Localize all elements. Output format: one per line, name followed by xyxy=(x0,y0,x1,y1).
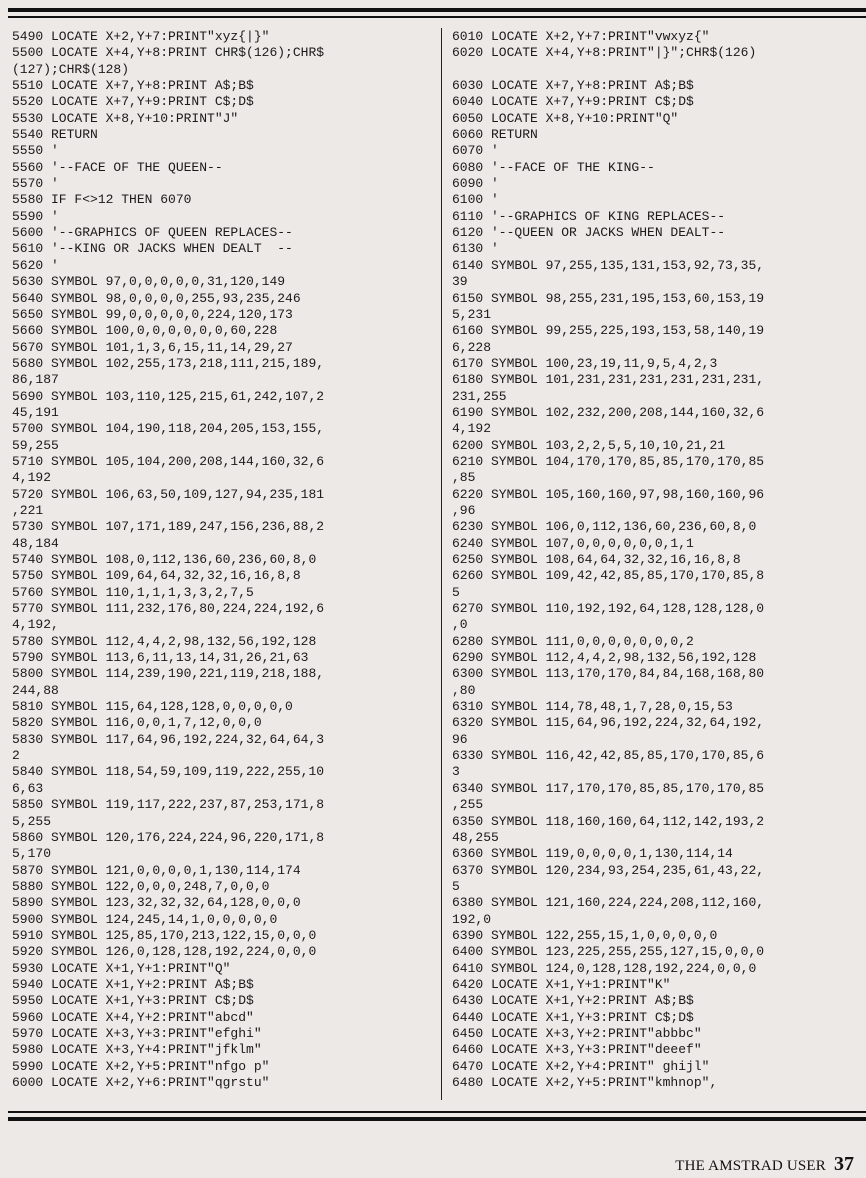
code-line: 5670 SYMBOL 101,1,3,6,15,11,14,29,27 xyxy=(12,339,293,355)
code-line: 5 xyxy=(452,878,460,894)
code-line: 5990 LOCATE X+2,Y+5:PRINT"nfgo p" xyxy=(12,1058,270,1074)
code-line: 6010 LOCATE X+2,Y+7:PRINT"vwxyz{" xyxy=(452,29,710,44)
code-line: 6170 SYMBOL 100,23,19,11,9,5,4,2,3 xyxy=(452,355,718,371)
code-line: 5880 SYMBOL 122,0,0,0,248,7,0,0,0 xyxy=(12,878,270,894)
code-line: 5790 SYMBOL 113,6,11,13,14,31,26,21,63 xyxy=(12,650,309,666)
code-line: ,80 xyxy=(452,682,476,698)
code-line: 5680 SYMBOL 102,255,173,218,111,215,189, xyxy=(12,355,325,371)
code-line: 5770 SYMBOL 111,232,176,80,224,224,192,6 xyxy=(12,601,325,617)
code-line: ,96 xyxy=(452,502,476,518)
code-line: 6380 SYMBOL 121,160,224,224,208,112,160, xyxy=(452,895,765,911)
code-line: 6,228 xyxy=(452,339,492,355)
code-line: 6000 LOCATE X+2,Y+6:PRINT"qgrstu" xyxy=(12,1075,270,1090)
code-line: 2 xyxy=(12,748,20,764)
code-line: 6100 ' xyxy=(452,192,499,208)
code-line: 6400 SYMBOL 123,225,255,255,127,15,0,0,0 xyxy=(452,944,765,960)
code-line: 6050 LOCATE X+8,Y+10:PRINT"Q" xyxy=(452,110,679,126)
code-line: 39 xyxy=(452,274,468,290)
code-line: 6150 SYMBOL 98,255,231,195,153,60,153,19 xyxy=(452,290,765,306)
code-line: 48,255 xyxy=(452,829,499,845)
code-line: 5630 SYMBOL 97,0,0,0,0,0,31,120,149 xyxy=(12,274,286,290)
code-line: 244,88 xyxy=(12,682,59,698)
code-line: 6260 SYMBOL 109,42,42,85,85,170,170,85,8 xyxy=(452,568,765,584)
code-line: 6140 SYMBOL 97,255,135,131,153,92,73,35, xyxy=(452,257,765,273)
code-line: 4,192, xyxy=(12,617,59,633)
code-line: 5570 ' xyxy=(12,176,59,192)
code-line: 6420 LOCATE X+1,Y+1:PRINT"K" xyxy=(452,976,671,992)
code-line: 5980 LOCATE X+3,Y+4:PRINT"jfklm" xyxy=(12,1042,262,1058)
code-line: 59,255 xyxy=(12,437,59,453)
code-line: ,0 xyxy=(452,617,468,633)
code-line: 5960 LOCATE X+4,Y+2:PRINT"abcd" xyxy=(12,1009,254,1025)
code-line: 6470 LOCATE X+2,Y+4:PRINT" ghijl" xyxy=(452,1058,710,1074)
code-line: 6360 SYMBOL 119,0,0,0,0,1,130,114,14 xyxy=(452,846,733,862)
code-line: 4,192 xyxy=(452,421,492,437)
code-line: 6180 SYMBOL 101,231,231,231,231,231,231, xyxy=(452,372,765,388)
code-line xyxy=(452,62,852,78)
code-line: 6240 SYMBOL 107,0,0,0,0,0,0,1,1 xyxy=(452,535,694,551)
code-line: 5740 SYMBOL 108,0,112,136,60,236,60,8,0 xyxy=(12,552,317,567)
code-line: ,255 xyxy=(452,797,484,813)
code-line: 6350 SYMBOL 118,160,160,64,112,142,193,2 xyxy=(452,813,765,829)
code-line: 5950 LOCATE X+1,Y+3:PRINT C$;D$ xyxy=(12,993,254,1009)
code-line: 5780 SYMBOL 112,4,4,2,98,132,56,192,128 xyxy=(12,633,317,649)
code-line: 5800 SYMBOL 114,239,190,221,119,218,188, xyxy=(12,666,325,682)
code-line: 5560 '--FACE OF THE QUEEN-- xyxy=(12,159,223,175)
code-line: 5610 '--KING OR JACKS WHEN DEALT -- xyxy=(12,241,293,257)
code-line: 6210 SYMBOL 104,170,170,85,85,170,170,85 xyxy=(452,453,765,469)
bottom-rule-thin xyxy=(8,1111,866,1113)
code-line: 6220 SYMBOL 105,160,160,97,98,160,160,96 xyxy=(452,486,765,502)
code-line: 5930 LOCATE X+1,Y+1:PRINT"Q" xyxy=(12,960,231,976)
code-line: 5,255 xyxy=(12,813,52,829)
bottom-rule-thick xyxy=(8,1117,866,1121)
code-line: 5750 SYMBOL 109,64,64,32,32,16,16,8,8 xyxy=(12,568,301,584)
code-line: 6020 LOCATE X+4,Y+8:PRINT"|}";CHR$(126) xyxy=(452,45,757,61)
code-line: 6160 SYMBOL 99,255,225,193,153,58,140,19 xyxy=(452,323,765,339)
code-line: 5580 IF F<>12 THEN 6070 xyxy=(12,192,192,208)
code-line: 5620 ' xyxy=(12,257,59,273)
code-line: 5910 SYMBOL 125,85,170,213,122,15,0,0,0 xyxy=(12,927,317,943)
code-line: 6040 LOCATE X+7,Y+9:PRINT C$;D$ xyxy=(452,94,694,110)
code-line: 5940 LOCATE X+1,Y+2:PRINT A$;B$ xyxy=(12,976,254,992)
page-number: 37 xyxy=(834,1153,854,1175)
listing-right-column xyxy=(452,29,852,1091)
code-line: 3 xyxy=(452,764,460,780)
code-line: 5530 LOCATE X+8,Y+10:PRINT"J" xyxy=(12,110,239,126)
code-line: ,85 xyxy=(452,470,476,486)
code-line: 6410 SYMBOL 124,0,128,128,192,224,0,0,0 xyxy=(452,960,757,976)
code-line: 45,191 xyxy=(12,404,59,420)
code-line: 5830 SYMBOL 117,64,96,192,224,32,64,64,3 xyxy=(12,731,325,747)
code-line: 6310 SYMBOL 114,78,48,1,7,28,0,15,53 xyxy=(452,699,733,715)
code-line: 6440 LOCATE X+1,Y+3:PRINT C$;D$ xyxy=(452,1009,694,1025)
code-line: 5850 SYMBOL 119,117,222,237,87,253,171,8 xyxy=(12,797,325,813)
code-line: 5900 SYMBOL 124,245,14,1,0,0,0,0,0 xyxy=(12,911,278,927)
code-line: 6390 SYMBOL 122,255,15,1,0,0,0,0,0 xyxy=(452,927,718,943)
code-line: 6070 ' xyxy=(452,143,499,159)
code-line: 6460 LOCATE X+3,Y+3:PRINT"deeef" xyxy=(452,1042,702,1058)
code-line: 6200 SYMBOL 103,2,2,5,5,10,10,21,21 xyxy=(452,437,726,453)
magazine-title: THE AMSTRAD USER xyxy=(675,1158,826,1174)
code-line: 5540 RETURN xyxy=(12,127,98,143)
code-line: 5840 SYMBOL 118,54,59,109,119,222,255,10 xyxy=(12,764,325,780)
code-line: 231,255 xyxy=(452,388,507,404)
code-line: 6130 ' xyxy=(452,241,499,257)
code-line: 5760 SYMBOL 110,1,1,1,3,3,2,7,5 xyxy=(12,584,254,600)
code-line: 6270 SYMBOL 110,192,192,64,128,128,128,0 xyxy=(452,601,765,617)
code-line: 6300 SYMBOL 113,170,170,84,84,168,168,80 xyxy=(452,666,765,682)
code-line: 5650 SYMBOL 99,0,0,0,0,0,224,120,173 xyxy=(12,306,293,322)
code-line: 192,0 xyxy=(452,911,492,927)
code-line: 5 xyxy=(452,584,460,600)
code-line: 6280 SYMBOL 111,0,0,0,0,0,0,0,2 xyxy=(452,633,694,649)
code-line: 6060 RETURN xyxy=(452,127,538,143)
top-rule-thick xyxy=(8,8,866,12)
code-line: 6110 '--GRAPHICS OF KING REPLACES-- xyxy=(452,208,726,224)
code-line: 48,184 xyxy=(12,535,59,551)
listing-left-column xyxy=(12,29,432,1091)
code-line: 6090 ' xyxy=(452,176,499,192)
code-line: 96 xyxy=(452,731,468,747)
code-line: 4,192 xyxy=(12,470,52,486)
code-line: 6450 LOCATE X+3,Y+2:PRINT"abbbc" xyxy=(452,1025,702,1041)
code-line: (127);CHR$(128) xyxy=(12,61,130,77)
code-line: 5810 SYMBOL 115,64,128,128,0,0,0,0,0 xyxy=(12,699,293,715)
code-line: 6190 SYMBOL 102,232,200,208,144,160,32,6 xyxy=(452,404,765,420)
code-line: 5500 LOCATE X+4,Y+8:PRINT CHR$(126);CHR$ xyxy=(12,45,325,61)
code-line: ,221 xyxy=(12,502,44,518)
code-line: 5600 '--GRAPHICS OF QUEEN REPLACES-- xyxy=(12,225,293,241)
code-line: 5890 SYMBOL 123,32,32,32,64,128,0,0,0 xyxy=(12,895,301,911)
code-line: 6370 SYMBOL 120,234,93,254,235,61,43,22, xyxy=(452,862,765,878)
code-line: 6430 LOCATE X+1,Y+2:PRINT A$;B$ xyxy=(452,993,694,1009)
code-line: 6290 SYMBOL 112,4,4,2,98,132,56,192,128 xyxy=(452,650,757,666)
code-line: 6230 SYMBOL 106,0,112,136,60,236,60,8,0 xyxy=(452,519,757,535)
code-line: 5,231 xyxy=(452,306,492,322)
code-line: 5920 SYMBOL 126,0,128,128,192,224,0,0,0 xyxy=(12,944,317,960)
page-footer xyxy=(675,1153,854,1176)
code-line: 6030 LOCATE X+7,Y+8:PRINT A$;B$ xyxy=(452,78,694,94)
column-divider xyxy=(441,28,442,1100)
code-line: 6480 LOCATE X+2,Y+5:PRINT"kmhnop", xyxy=(452,1075,718,1090)
code-line: 5,170 xyxy=(12,846,52,862)
code-line: 5820 SYMBOL 116,0,0,1,7,12,0,0,0 xyxy=(12,715,262,731)
code-line: 5710 SYMBOL 105,104,200,208,144,160,32,6 xyxy=(12,453,325,469)
code-line: 5690 SYMBOL 103,110,125,215,61,242,107,2 xyxy=(12,388,325,404)
code-line: 6250 SYMBOL 108,64,64,32,32,16,16,8,8 xyxy=(452,552,741,567)
top-rule-thin xyxy=(8,16,866,18)
code-line: 5970 LOCATE X+3,Y+3:PRINT"efghi" xyxy=(12,1025,262,1041)
code-line: 6080 '--FACE OF THE KING-- xyxy=(452,159,655,175)
code-line: 5520 LOCATE X+7,Y+9:PRINT C$;D$ xyxy=(12,94,254,110)
code-line: 6120 '--QUEEN OR JACKS WHEN DEALT-- xyxy=(452,225,726,241)
code-line: 5590 ' xyxy=(12,208,59,224)
code-line: 5720 SYMBOL 106,63,50,109,127,94,235,181 xyxy=(12,486,325,502)
code-line: 5490 LOCATE X+2,Y+7:PRINT"xyz{|}" xyxy=(12,29,270,44)
code-line: 5660 SYMBOL 100,0,0,0,0,0,0,60,228 xyxy=(12,323,278,339)
code-line: 6320 SYMBOL 115,64,96,192,224,32,64,192, xyxy=(452,715,765,731)
code-line: 5730 SYMBOL 107,171,189,247,156,236,88,2 xyxy=(12,519,325,535)
code-line: 6330 SYMBOL 116,42,42,85,85,170,170,85,6 xyxy=(452,748,765,764)
code-line: 6340 SYMBOL 117,170,170,85,85,170,170,85 xyxy=(452,780,765,796)
code-line: 5640 SYMBOL 98,0,0,0,0,255,93,235,246 xyxy=(12,290,301,306)
code-line: 6,63 xyxy=(12,780,44,796)
code-line: 5510 LOCATE X+7,Y+8:PRINT A$;B$ xyxy=(12,78,254,94)
code-line: 5700 SYMBOL 104,190,118,204,205,153,155, xyxy=(12,421,325,437)
code-line: 5870 SYMBOL 121,0,0,0,0,1,130,114,174 xyxy=(12,862,301,878)
code-line: 86,187 xyxy=(12,372,59,388)
code-line: 5550 ' xyxy=(12,143,59,159)
code-line: 5860 SYMBOL 120,176,224,224,96,220,171,8 xyxy=(12,829,325,845)
